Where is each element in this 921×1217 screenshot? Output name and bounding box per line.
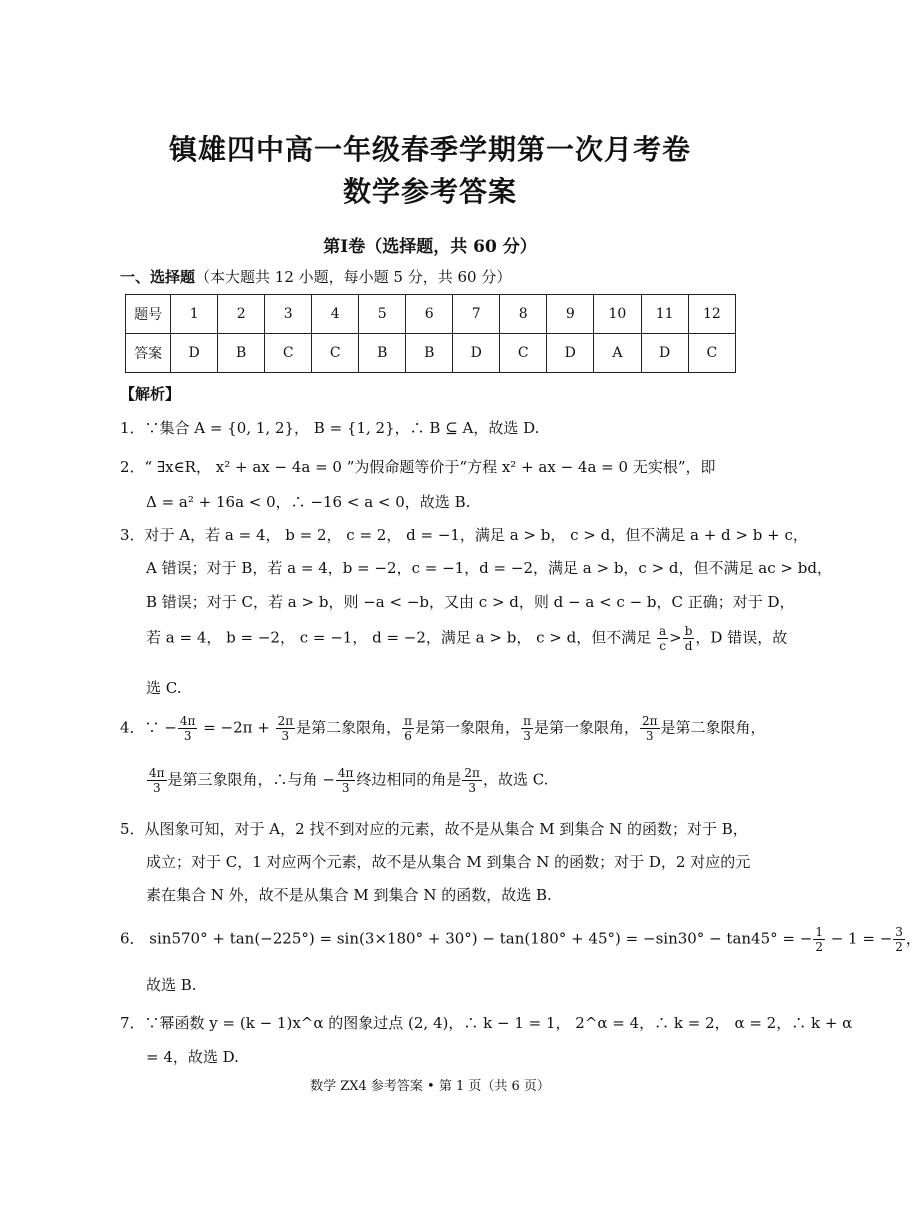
- table-cell: C: [265, 334, 312, 373]
- q4-text: 终边相同的角是: [356, 770, 462, 789]
- fraction-numerator: 4π: [149, 766, 165, 780]
- q4-line-2: [146, 766, 548, 795]
- q5-line-2: 成立；对于 C，1 对应两个元素，故不是从集合 M 到集合 N 的函数；对于 D，2 对应的元: [146, 853, 751, 871]
- q3-line-1: 3．对于 A，若 a = 4， b = 2， c = 2， d = −1，满足 a > b， c > d，但不满足 a + d > b + c，: [120, 526, 808, 544]
- analysis-heading: 【解析】: [120, 385, 181, 403]
- fraction: [178, 714, 198, 743]
- q3-line-3: B 错误；对于 C，若 a > b，则 −a < −b，又由 c > d，则 d − a < c − b，C 正确；对于 D，: [146, 593, 795, 611]
- table-cell: D: [547, 334, 594, 373]
- fraction: [893, 925, 905, 954]
- fraction-a-over-c: [657, 624, 668, 653]
- section-heading: [120, 266, 511, 287]
- q4-text: 是第二象限角，: [296, 718, 402, 737]
- fraction: [402, 714, 414, 743]
- document-subtitle: 数学参考答案: [342, 175, 517, 208]
- fraction-numerator: 2π: [641, 714, 658, 728]
- table-cell: 7: [453, 295, 500, 334]
- q7-line-2: = 4，故选 D.: [146, 1048, 239, 1066]
- table-cell: B: [406, 334, 453, 373]
- fraction-numerator: π: [404, 714, 413, 728]
- q4-text: 是第三象限角，∴与角 −: [167, 770, 335, 789]
- q4-text: 是第一象限角，: [533, 718, 639, 737]
- table-cell: C: [312, 334, 359, 373]
- fraction-denominator: 2: [895, 940, 903, 954]
- q4-line-1: [120, 714, 766, 743]
- q3-line-4-tail: ，D 错误，故: [695, 628, 788, 647]
- q6-text: 6． sin570° + tan(−225°) = sin(3×180° + 30°) − tan(180° + 45°) = −sin30° − tan45° = −: [120, 929, 813, 948]
- q4-text: = −2π +: [198, 718, 275, 737]
- q3-line-5: 选 C.: [146, 679, 182, 697]
- table-row-numbers: [126, 295, 736, 334]
- q3-line-4: [146, 624, 787, 653]
- row-label-answers: 答案: [126, 334, 171, 373]
- fraction-denominator: 3: [645, 729, 654, 743]
- q5-line-3: 素在集合 N 外，故不是从集合 M 到集合 N 的函数，故选 B.: [146, 886, 552, 904]
- part-heading: 第Ⅰ卷（选择题，共 60 分）: [323, 237, 537, 257]
- fraction-numerator: 2π: [277, 714, 294, 728]
- fraction: [462, 766, 482, 795]
- table-cell: 4: [312, 295, 359, 334]
- fraction-numerator: 3: [895, 925, 903, 939]
- table-cell: 2: [218, 295, 265, 334]
- fraction: [336, 766, 356, 795]
- table-cell: 9: [547, 295, 594, 334]
- fraction-numerator: b: [684, 624, 693, 638]
- table-cell: 6: [406, 295, 453, 334]
- table-cell: C: [688, 334, 735, 373]
- table-cell: 10: [594, 295, 641, 334]
- fraction-numerator: 2π: [464, 766, 480, 780]
- page-footer: 数学 ZX4 参考答案 • 第 1 页（共 6 页）: [310, 1079, 550, 1094]
- fraction-numerator: 1: [815, 925, 823, 939]
- table-cell: 5: [359, 295, 406, 334]
- fraction-b-over-d: [683, 624, 695, 653]
- table-cell: B: [359, 334, 406, 373]
- row-label-numbers: 题号: [126, 295, 171, 334]
- fraction: [640, 714, 660, 743]
- table-cell: D: [641, 334, 688, 373]
- fraction-denominator: 3: [183, 729, 192, 743]
- table-cell: D: [453, 334, 500, 373]
- fraction: [813, 925, 825, 954]
- answer-table: [125, 294, 736, 373]
- table-cell: C: [500, 334, 547, 373]
- fraction-denominator: 6: [404, 729, 412, 743]
- q7-line-1: 7．∵幂函数 y = (k − 1)x^α 的图象过点 (2, 4)，∴ k − 1 = 1， 2^α = 4，∴ k = 2， α = 2，∴ k + α: [120, 1014, 853, 1032]
- table-cell: 1: [171, 295, 218, 334]
- document-title: 镇雄四中高一年级春季学期第一次月考卷: [168, 133, 691, 166]
- q6-text: − 1 = −: [825, 929, 893, 948]
- fraction-numerator: 4π: [337, 766, 354, 780]
- q6-line-2: 故选 B.: [146, 976, 197, 994]
- q4-text: 是第一象限角，: [415, 718, 521, 737]
- fraction-denominator: 2: [815, 940, 823, 954]
- q6-line-1: [120, 925, 921, 954]
- fraction: [521, 714, 533, 743]
- q1-line: 1．∵集合 A = {0, 1, 2}， B = {1, 2}，∴ B ⊆ A，故选 D.: [120, 419, 540, 437]
- q5-line-1: 5．从图象可知，对于 A，2 找不到对应的元素，故不是从集合 M 到集合 N 的函数；对于 B，: [120, 820, 748, 838]
- table-cell: 11: [641, 295, 688, 334]
- table-cell: 3: [265, 295, 312, 334]
- section-title: 一、选择题: [120, 268, 196, 286]
- table-cell: 8: [500, 295, 547, 334]
- table-cell: 12: [688, 295, 735, 334]
- section-note: （本大题共 12 小题，每小题 5 分，共 60 分）: [195, 268, 512, 286]
- table-cell: A: [594, 334, 641, 373]
- q2-line-1: 2．“ ∃x∈R， x² + ax − 4a = 0 ”为假命题等价于“方程 x² + ax − 4a = 0 无实根”，即: [120, 458, 716, 476]
- table-cell: D: [171, 334, 218, 373]
- q4-text: 是第二象限角，: [660, 718, 766, 737]
- greater-sign: >: [669, 628, 682, 647]
- fraction-denominator: 3: [468, 781, 476, 795]
- fraction: [147, 766, 167, 795]
- fraction-numerator: 4π: [179, 714, 196, 728]
- fraction-denominator: 3: [341, 781, 350, 795]
- q4-text: ，故选 C.: [482, 770, 549, 789]
- fraction-denominator: 3: [281, 729, 290, 743]
- fraction-numerator: π: [523, 714, 531, 728]
- fraction-denominator: c: [659, 639, 666, 653]
- q2-line-2: Δ = a² + 16a < 0，∴ −16 < a < 0，故选 B.: [146, 493, 471, 511]
- q6-text: ，: [905, 929, 921, 948]
- fraction-numerator: a: [659, 624, 667, 638]
- table-row-answers: [126, 334, 736, 373]
- table-cell: B: [218, 334, 265, 373]
- fraction-denominator: 3: [523, 729, 531, 743]
- q3-line-2: A 错误；对于 B，若 a = 4，b = −2，c = −1，d = −2，满足 a > b，c > d，但不满足 ac > bd，: [146, 559, 832, 577]
- fraction-denominator: 3: [152, 781, 161, 795]
- fraction: [276, 714, 296, 743]
- q3-line-4-text: 若 a = 4， b = −2， c = −1， d = −2，满足 a > b， c > d，但不满足: [146, 628, 652, 647]
- fraction-denominator: d: [684, 639, 693, 653]
- q4-text: 4．∵ −: [120, 718, 177, 737]
